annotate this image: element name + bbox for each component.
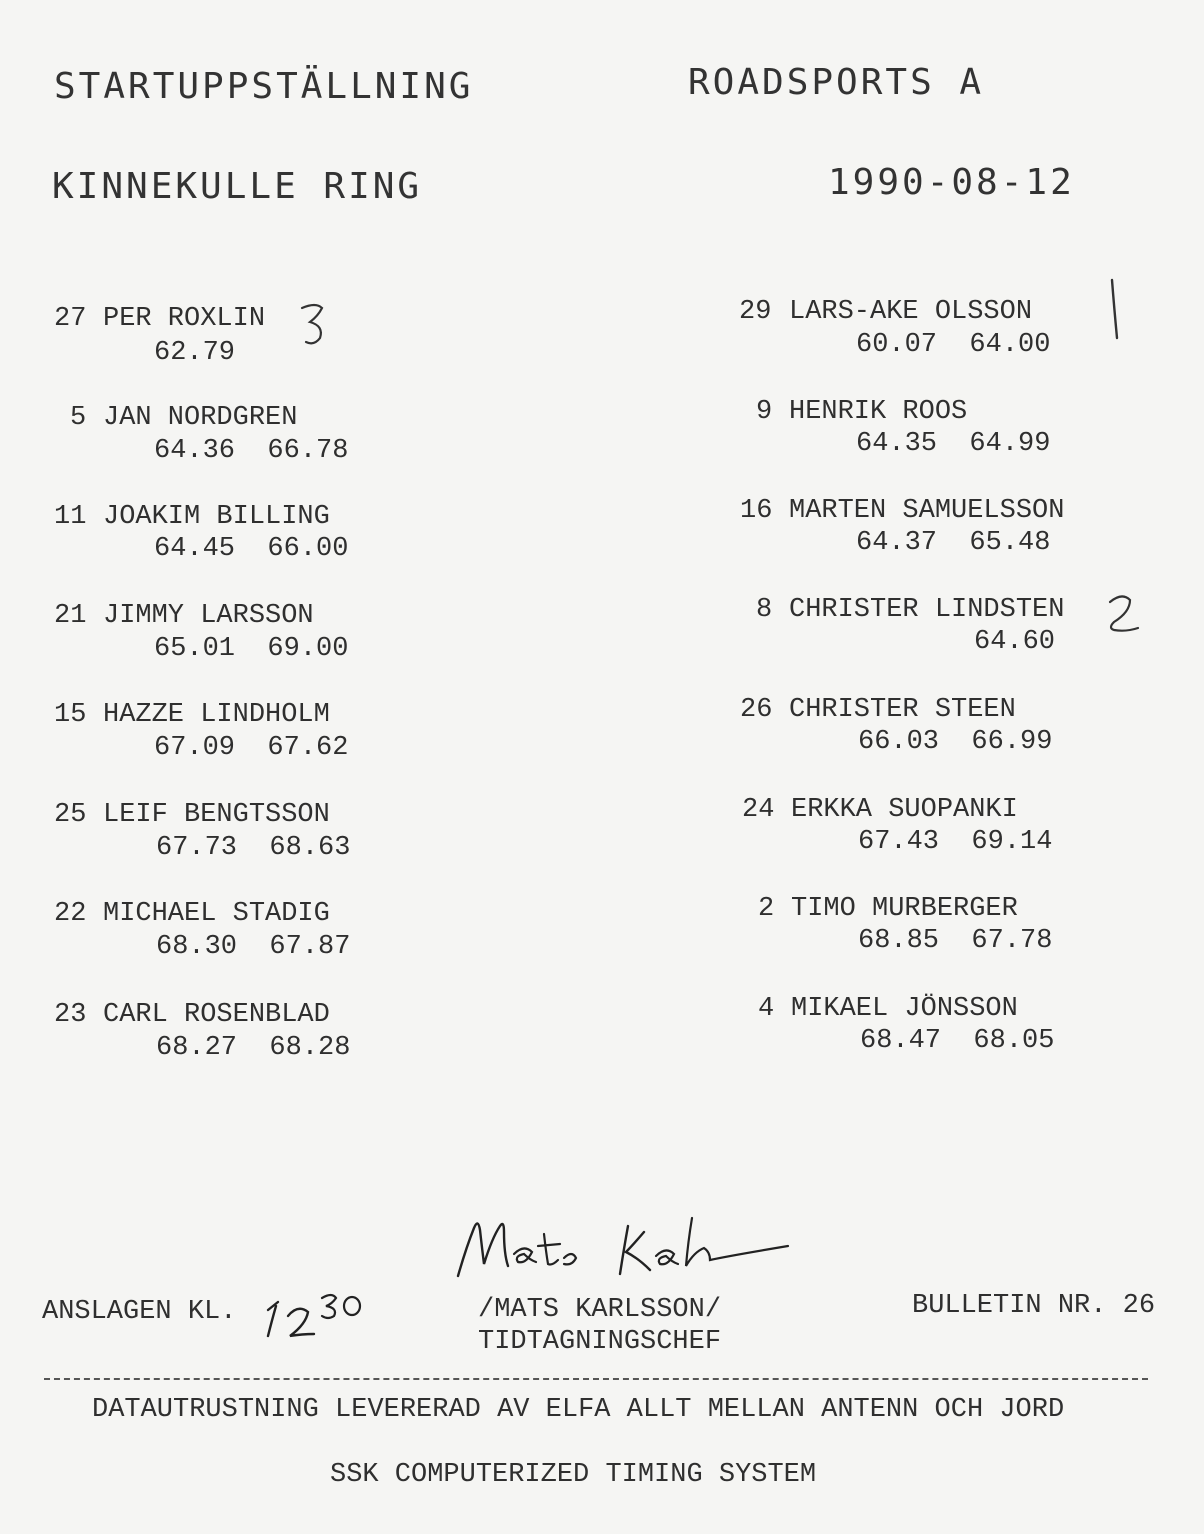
entry-name: MARTEN SAMUELSSON <box>789 496 1065 526</box>
entry-name: ERKKA SUOPANKI <box>791 795 1018 825</box>
entry-times: 64.45 66.00 <box>154 534 349 564</box>
entry-number: 22 <box>54 899 87 929</box>
entry-number: 27 <box>54 304 87 334</box>
handwritten-mark-2 <box>1100 590 1150 640</box>
entry-number: 11 <box>54 502 87 532</box>
entry-times: 68.27 68.28 <box>156 1033 351 1063</box>
signatory-role: TIDTAGNINGSCHEF <box>478 1327 722 1357</box>
entry-number: 26 <box>740 695 773 725</box>
entry-name: CHRISTER STEEN <box>789 695 1016 725</box>
entry-number: 4 <box>758 994 775 1024</box>
entry-times: 64.36 66.78 <box>154 436 349 466</box>
title-left: STARTUPPSTÄLLNING <box>54 66 474 107</box>
entry-number: 24 <box>742 795 775 825</box>
entry-number: 2 <box>758 894 775 924</box>
entry-times: 68.47 68.05 <box>860 1026 1055 1056</box>
entry-times: 64.37 65.48 <box>856 528 1051 558</box>
entry-name: MIKAEL JÖNSSON <box>791 994 1018 1024</box>
entry-number: 25 <box>54 800 87 830</box>
title-right: ROADSPORTS A <box>688 62 985 103</box>
entry-name: PER ROXLIN <box>103 304 266 334</box>
entry-times: 64.35 64.99 <box>856 429 1051 459</box>
posted-label: ANSLAGEN KL. <box>42 1297 237 1327</box>
entry-number: 21 <box>54 601 87 631</box>
entry-times: 67.73 68.63 <box>156 833 351 863</box>
entry-name: CHRISTER LINDSTEN <box>789 595 1065 625</box>
entry-times: 64.60 <box>974 627 1056 657</box>
entry-number: 15 <box>54 700 87 730</box>
entry-times: 60.07 64.00 <box>856 330 1051 360</box>
venue: KINNEKULLE RING <box>52 166 423 207</box>
signature <box>448 1208 808 1288</box>
entry-number: 9 <box>756 397 773 427</box>
entry-times: 68.30 67.87 <box>156 932 351 962</box>
entry-number: 16 <box>740 496 773 526</box>
entry-number: 23 <box>54 1000 87 1030</box>
entry-name: CARL ROSENBLAD <box>103 1000 330 1030</box>
divider <box>44 1378 1148 1380</box>
entry-times: 66.03 66.99 <box>858 727 1053 757</box>
system-line: SSK COMPUTERIZED TIMING SYSTEM <box>330 1460 817 1490</box>
handwritten-mark-3 <box>296 300 336 350</box>
entry-name: JOAKIM BILLING <box>103 502 330 532</box>
entry-name: LEIF BENGTSSON <box>103 800 330 830</box>
sponsor-line: DATAUTRUSTNING LEVERERAD AV ELFA ALLT MELLAN ANTENN OCH JORD <box>92 1395 1065 1425</box>
entry-number: 5 <box>70 403 87 433</box>
entry-times: 62.79 <box>154 338 236 368</box>
entry-name: HAZZE LINDHOLM <box>103 700 330 730</box>
entry-times: 68.85 67.78 <box>858 926 1053 956</box>
entry-number: 8 <box>756 595 773 625</box>
entry-times: 65.01 69.00 <box>154 634 349 664</box>
entry-name: MICHAEL STADIG <box>103 899 330 929</box>
entry-name: JAN NORDGREN <box>103 403 298 433</box>
entry-number: 29 <box>739 297 772 327</box>
bulletin-number: BULLETIN NR. 26 <box>912 1291 1156 1321</box>
handwritten-mark-1 <box>1100 276 1130 346</box>
entry-times: 67.43 69.14 <box>858 827 1053 857</box>
entry-times: 67.09 67.62 <box>154 733 349 763</box>
date: 1990-08-12 <box>828 162 1075 203</box>
entry-name: TIMO MURBERGER <box>791 894 1018 924</box>
handwritten-posted-time <box>256 1284 376 1344</box>
entry-name: HENRIK ROOS <box>789 397 968 427</box>
entry-name: LARS-AKE OLSSON <box>789 297 1033 327</box>
signatory-name: /MATS KARLSSON/ <box>478 1295 722 1325</box>
entry-name: JIMMY LARSSON <box>103 601 314 631</box>
